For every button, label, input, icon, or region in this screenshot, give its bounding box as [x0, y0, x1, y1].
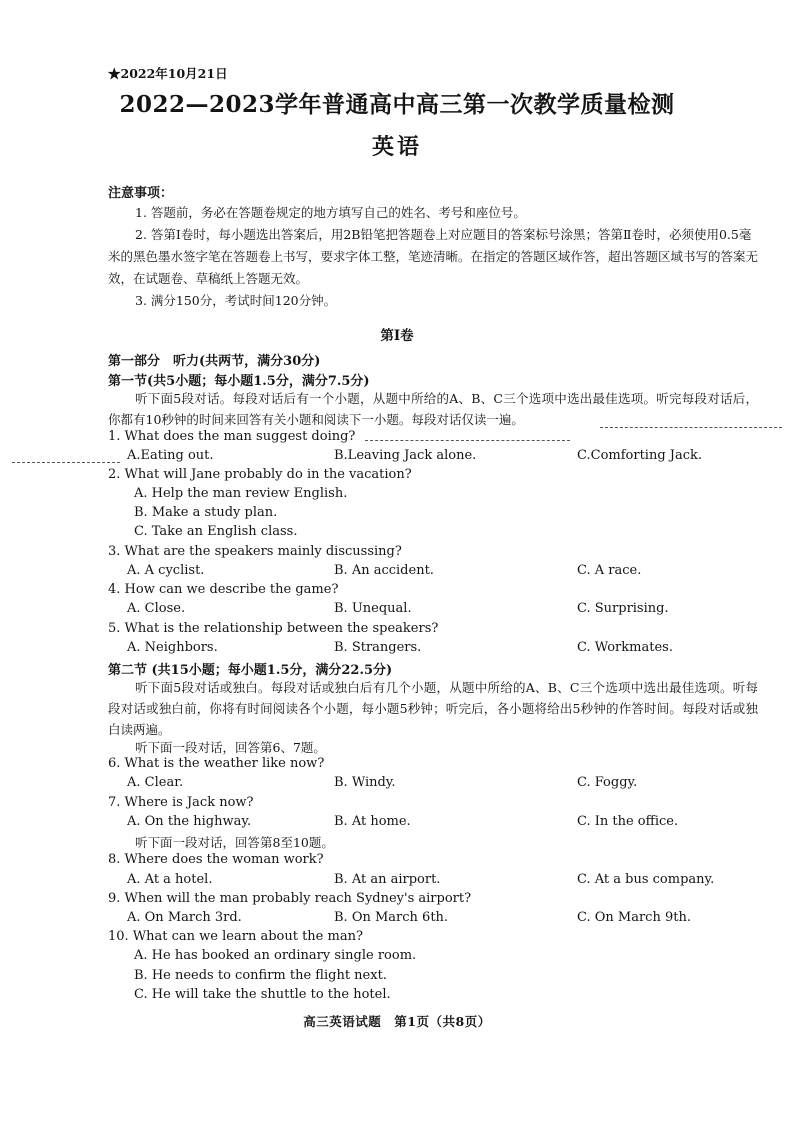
option-c: C. A race. [577, 563, 642, 578]
option-b: B. Make a study plan. [134, 505, 278, 520]
question-stem: 4. How can we describe the game? [108, 582, 339, 597]
question-stem: 1. What does the man suggest doing? [108, 429, 356, 444]
question-stem: 10. What can we learn about the man? [108, 929, 363, 944]
option-c: C. Take an English class. [134, 524, 298, 539]
scan-dash-line [365, 440, 570, 441]
option-b: B. Windy. [334, 775, 396, 790]
question-stem: 9. When will the man probably reach Sydney's airport? [108, 891, 472, 906]
part-title: 第一部分 听力(共两节，满分30分) [108, 354, 321, 369]
listening-prompt: 听下面一段对话，回答第6、7题。 [135, 740, 326, 755]
option-b: B. An accident. [334, 563, 434, 578]
question-stem: 6. What is the weather like now? [108, 756, 325, 771]
exam-title: 2022—2023学年普通高中高三第一次教学质量检测 [119, 91, 675, 118]
option-c: C.Comforting Jack. [577, 448, 703, 463]
option-a: A. Close. [127, 601, 186, 616]
notice-heading: 注意事项： [108, 186, 174, 201]
notice-item: 1. 答题前，务必在答题卷规定的地方填写自己的姓名、考号和座位号。 [135, 205, 526, 220]
option-a: A. Help the man review English. [134, 486, 348, 501]
option-b: B. At an airport. [334, 872, 441, 887]
option-c: C. In the office. [577, 814, 679, 829]
question-stem: 5. What is the relationship between the speakers? [108, 621, 439, 636]
option-b: B. On March 6th. [334, 910, 449, 925]
option-c: C. Surprising. [577, 601, 669, 616]
scan-dash-line [12, 462, 120, 463]
notice-item: 2. 答第Ⅰ卷时，每小题选出答案后，用2B铅笔把答题卷上对应题目的答案标号涂黑；答第Ⅱ卷时，必须使用0.5毫米的黑色墨水签字笔在答题卷上书写，要求字体工整，笔迹清晰。在指定的答题区域作答，超出答题区域书写的答案无效，在试题卷、草稿纸上答题无效。 [108, 227, 759, 286]
option-a: A. A cyclist. [127, 563, 205, 578]
question-stem: 2. What will Jane probably do in the vacation? [108, 467, 412, 482]
section-instruction: 听下面5段对话。每段对话后有一个小题，从题中所给的A、B、C三个选项中选出最佳选项。听完每段对话后，你都有10秒钟的时间来回答有关小题和阅读下一小题。每段对话仅读一遍。 [108, 391, 758, 427]
option-c: C. Foggy. [577, 775, 638, 790]
option-a: A. He has booked an ordinary single room. [134, 948, 417, 963]
scan-dash-line [600, 427, 782, 428]
option-a: A. Clear. [127, 775, 184, 790]
exam-date: ★2022年10月21日 [108, 66, 228, 81]
volume-title: 第Ⅰ卷 [380, 328, 414, 344]
option-a: A. On March 3rd. [127, 910, 242, 925]
question-stem: 7. Where is Jack now? [108, 795, 254, 810]
option-b: B. At home. [334, 814, 411, 829]
option-b: B. He needs to confirm the flight next. [134, 968, 387, 983]
section-title: 第一节(共5小题；每小题1.5分，满分7.5分) [108, 374, 370, 389]
option-c: C. On March 9th. [577, 910, 691, 925]
option-a: A. At a hotel. [127, 872, 213, 887]
option-c: C. Workmates. [577, 640, 673, 655]
option-b: B.Leaving Jack alone. [334, 448, 477, 463]
section-title: 第二节 (共15小题；每小题1.5分，满分22.5分) [108, 663, 393, 678]
option-a: A. On the highway. [127, 814, 252, 829]
question-stem: 8. Where does the woman work? [108, 852, 324, 867]
option-c: C. At a bus company. [577, 872, 715, 887]
section-instruction: 听下面5段对话或独白。每段对话或独白后有几个小题，从题中所给的A、B、C三个选项中选出最佳选项。听每段对话或独白前，你将有时间阅读各个小题，每小题5秒钟；听完后，各小题将给出5秒钟的作答时间。每段对话或独白读两遍。 [108, 680, 758, 737]
subject-title: 英语 [371, 134, 422, 160]
page-footer: 高三英语试题 第1页（共8页） [303, 1014, 491, 1029]
option-c: C. He will take the shuttle to the hotel. [134, 987, 391, 1002]
listening-prompt: 听下面一段对话，回答第8至10题。 [135, 835, 334, 850]
question-stem: 3. What are the speakers mainly discussing? [108, 544, 402, 559]
notice-item: 3. 满分150分，考试时间120分钟。 [135, 293, 337, 308]
option-a: A. Neighbors. [127, 640, 218, 655]
option-b: B. Unequal. [334, 601, 412, 616]
option-a: A.Eating out. [127, 448, 214, 463]
option-b: B. Strangers. [334, 640, 422, 655]
